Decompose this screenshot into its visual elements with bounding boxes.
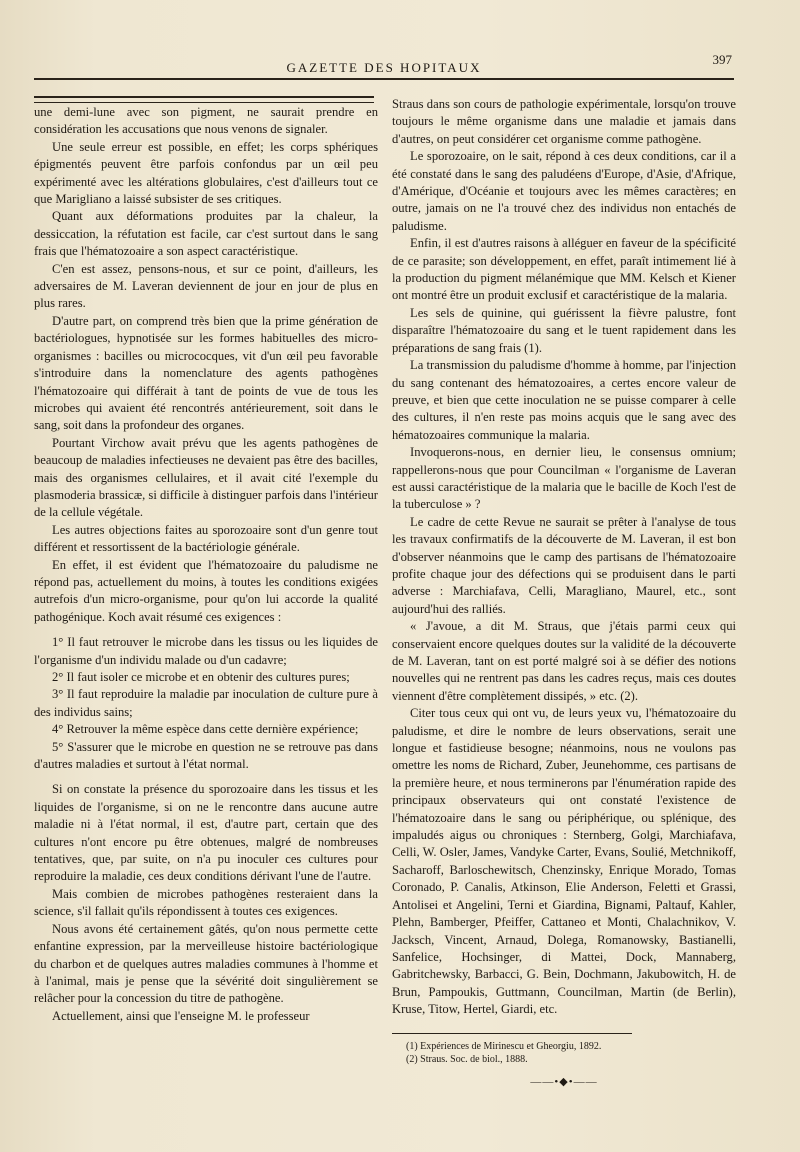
paragraph: « J'avoue, a dit M. Straus, que j'étais parmi ceux qui conservaient encore quelques doutes sur la validité de la découverte de M. Laveran, tant on est porté malgré soi à se défier des notions nouvelles qui ne rentrent pas dans les cadres reçus, mais ces doutes viennent d'être complètement dissipés, » etc. (2).: [392, 619, 736, 703]
paragraph: Pourtant Virchow avait prévu que les agents pathogènes de beaucoup de maladies infectieuses ne devaient pas être des bacilles, mais des organismes cellulaires, et il avait cité l'exemple du plasmoderia brassicæ, si difficile à distinguer parfois dans l'intérieur de la cellule végétale.: [34, 435, 378, 520]
paragraph: Citer tous ceux qui ont vu, de leurs yeux vu, l'hématozoaire du paludisme, et dire le nombre de leurs observations, serait une longue et fastidieuse besogne; néanmoins, nous ne voulons pas omettre les noms de Richard, Zuber, Jeunehomme, ces partisans de la première heure, et nous terminerons par l'énumération rapide des principaux observateurs qui ont constaté l'existence de l'hématozoaire dans le sang ou périphérique, ou splénique, des impaludés aigus ou chroniques : Sternberg, Golgi, Marchiafava, Celli, W. Osler, James, Vandyke Carter, Evans, Soulié, Metchnikoff, Sacharoff, Barloschewitsch, Chenzinsky, Enrique Morado, Tomas Coronado, P. Canalis, Atkinson, Elie Anderson, Feletti et Grassi, Antolisei et Angelini, Terni et Giardina, Bignami, Paltauf, Kahler, Plehn, Bamberger, Pfeiffer, Cattaneo et Monti, Chalachnikov, V. Jacksch, Vincent, Arnaud, Dolega, Romanowsky, Bastianelli, Sanfelice, Hochsinger, di Mattei, Dock, Mannaberg, Gabritchewsky, Barbacci, G. Bein, Dochmann, Jakubowitch, H. de Brun, Pampoukis, Guttmann, Councilman, Martin (de Berlin), Kruse, Titow, Hertel, Giardi, etc.: [392, 706, 736, 1017]
paragraph: Straus dans son cours de pathologie expérimentale, lorsqu'on trouve toujours le même organisme dans une maladie et jamais dans d'autres, on peut considérer cet organisme comme pathogène.: [392, 97, 736, 146]
paragraph: Une seule erreur est possible, en effet; les corps sphériques épigmentés peuvent être parfois confondus par un œil peu expérimenté avec les altérations globulaires, c'est d'ailleurs tout ce que Marigliano a laissé subsister de ses critiques.: [34, 139, 378, 207]
paragraph: Enfin, il est d'autres raisons à alléguer en faveur de la spécificité de ce parasite; son développement, en effet, paraît intimement lié à la production du pigment mélanémique que MM. Kelsch et Kiener ont montré être un produit exclusif et caractéristique de la malaria.: [392, 236, 736, 303]
list-item: 4° Retrouver la même espèce dans cette dernière expérience;: [52, 722, 359, 737]
paragraph: D'autre part, on comprend très bien que la prime génération de bactériologues, hypnotisée sur les formes habituelles des micro-organismes : bacilles ou micrococques, vit d'un œil peu favorable s'introduire dans la nomenclature des agents pathogènes l'hématozoaire qui différait à tant de points de vue de tous les microbes qui avaient été rencontrés antérieurement, soit dans le sang, soit dans la profondeur des organes.: [34, 313, 378, 433]
footnote: (1) Expériences de Mirinescu et Gheorgiu, 1892.: [406, 1040, 602, 1052]
paragraph: Les autres objections faites au sporozoaire sont d'un genre tout différent et ressortissent de la bactériologie générale.: [34, 522, 378, 555]
list-item: 5° S'assurer que le microbe en question ne se retrouve pas dans d'autres maladies et surtout à l'état normal.: [34, 739, 378, 772]
list-item: 2° Il faut isoler ce microbe et en obtenir des cultures pures;: [52, 670, 350, 684]
paragraph: Si on constate la présence du sporozoaire dans les tissus et les liquides de l'organisme, si on ne le rencontre dans aucune autre maladie ni à l'état normal, il est, d'autre part, certain que des cultures n'ont encore pu être obtenues, malgré de nombreuses tentatives, que, par suite, on n'a pu inoculer ces cultures pour reproduire la maladie, ces deux conditions dérivant l'une de l'autre.: [34, 782, 378, 884]
footnote: (2) Straus. Soc. de biol., 1888.: [406, 1053, 528, 1065]
list-item: 3° Il faut reproduire la maladie par inoculation de culture pure à des individus sains;: [34, 687, 378, 719]
left-column: [34, 104, 378, 1025]
paragraph: Invoquerons-nous, en dernier lieu, le consensus omnium; rappellerons-nous que pour Councilman « l'organisme de Laveran est aussi caractéristique de la malaria que le bacille de Koch l'est de la tuberculose » ?: [392, 445, 736, 512]
paragraph: Quant aux déformations produites par la chaleur, la dessiccation, la réfutation est facile, car c'est surtout dans le sang frais que l'hématozoaire a son aspect caractéristique.: [34, 209, 378, 259]
paragraph: En effet, il est évident que l'hématozoaire du paludisme ne répond pas, actuellement du moins, à toutes les conditions exigées autrefois d'un micro-organisme, pour qu'on lui accorde la qualité pathogénique. Koch avait résumé ces exigences :: [34, 557, 378, 624]
page-number: 397: [712, 52, 732, 67]
ornament-divider: ——•◆•——: [530, 1075, 598, 1088]
paragraph: La transmission du paludisme d'homme à homme, par l'injection du sang contenant des hématozoaires, a certes encore valeur de preuve, et bien que cette inoculation ne se puisse comparer à celle des cultures, il n'en reste pas moins acquis que le sang avec des hématozoaires communique la malaria.: [392, 358, 736, 442]
paragraph: C'en est assez, pensons-nous, et sur ce point, d'ailleurs, les adversaires de M. Laveran deviennent de jour en jour de plus en plus rares.: [34, 261, 378, 311]
paragraph: Le cadre de cette Revue ne saurait se prêter à l'analyse de tous les travaux confirmatifs de la découverte de M. Laveran, il est bon d'observer néanmoins que le camp des partisans de l'hématozoaire profite chaque jour des défections qui se produisent dans le parti adverse : Marchiafava, Celli, Maragliano, Maurel, etc., sont aujourd'hui des ralliés.: [392, 514, 736, 616]
paragraph: Les sels de quinine, qui guérissent la fièvre palustre, font disparaître l'hématozoaire du sang et le tuent rapidement dans les préparations de sang frais (1).: [392, 305, 736, 355]
paragraph: une demi-lune avec son pigment, ne saurait prendre en considération les accusations que nous venons de signaler.: [34, 105, 378, 137]
page-header: [34, 52, 734, 80]
paragraph: Le sporozoaire, on le sait, répond à ces deux conditions, car il a été constaté dans le sang des paludéens d'Europe, d'Asie, d'Afrique, d'Amérique, d'Océanie et toujours avec les mêmes caractères; en outre, jamais on ne l'a trouvé chez des individus non entachés de paludisme.: [392, 149, 736, 233]
paragraph: Nous avons été certainement gâtés, qu'on nous permette cette enfantine expression, par la merveilleuse histoire bactériologique du charbon et de quelques autres maladies communes à l'homme et à l'animal, mais je pense que la sévérité doit singulièrement se relâcher pour la concession du titre de pathogène.: [34, 921, 378, 1006]
header-rule: [34, 78, 734, 80]
right-column: [392, 96, 736, 1091]
running-title: GAZETTE DES HOPITAUX: [286, 60, 482, 75]
paragraph: Actuellement, ainsi que l'enseigne M. le professeur: [52, 1008, 310, 1023]
list-item: 1° Il faut retrouver le microbe dans les tissus ou les liquides de l'organisme d'un individu malade ou d'un cadavre;: [34, 635, 378, 667]
left-column-top-rule: [34, 96, 374, 103]
paragraph: Mais combien de microbes pathogènes resteraient dans la science, s'il fallait qu'ils répondissent à toutes ces exigences.: [34, 886, 378, 919]
footnote-rule: [392, 1033, 632, 1034]
